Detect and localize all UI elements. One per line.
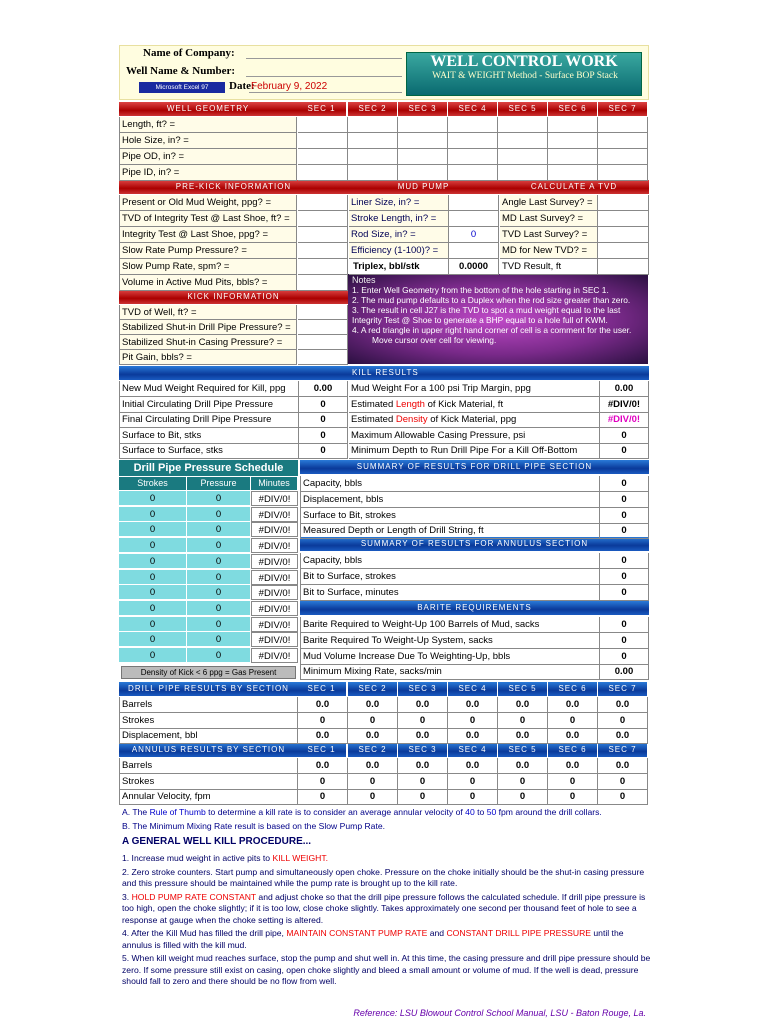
kill-right-value: 0	[600, 443, 649, 459]
kill-results-header: KILL RESULTS	[119, 366, 649, 380]
prekick-label: Slow Rate Pump Pressure? =	[119, 243, 297, 259]
mud-pump-label: Stroke Length, in? =	[349, 211, 449, 227]
ann-sec-3: SEC 3	[398, 743, 447, 757]
ann-summary-value: 0	[600, 585, 649, 601]
mud-pump-label: Liner Size, in? =	[349, 195, 449, 211]
kill-right-value: 0	[600, 428, 649, 444]
schedule-col-header: Pressure	[187, 477, 251, 490]
schedule-col-header: Strokes	[119, 477, 187, 490]
dp-sec-5: SEC 5	[498, 682, 547, 696]
prekick-header: PRE-KICK INFORMATION	[119, 180, 348, 194]
kill-right-label: Estimated Length of Kick Material, ft	[349, 397, 600, 413]
schedule-cell: #DIV/0!	[251, 617, 298, 632]
step-2: 2. Zero stroke counters. Start pump and simultaneously open choke. Pressure on the choke initially should be the shut-in casing pressure and this pressure should be maintained while the pump rate is brought up to the kill rate.	[122, 866, 645, 888]
kick-input[interactable]	[298, 350, 348, 365]
mud-pump-input[interactable]: 0	[449, 227, 499, 243]
barite-header: BARITE REQUIREMENTS	[300, 601, 649, 615]
wg-input-cell[interactable]	[398, 133, 448, 149]
ann-result-value: 0.0	[398, 758, 448, 774]
kick-header: KICK INFORMATION	[119, 290, 348, 304]
schedule-cell: 0	[119, 632, 187, 647]
dp-result-value: 0.0	[448, 697, 498, 713]
barite-value: 0.00	[600, 664, 649, 680]
footnote-b: B. The Minimum Mixing Rate result is based on the Slow Pump Rate.	[122, 821, 386, 831]
dp-summary-label: Displacement, bbls	[300, 492, 600, 508]
footnote-a	[122, 807, 652, 817]
ann-result-value: 0	[348, 774, 398, 790]
wg-input-cell[interactable]	[598, 117, 648, 133]
reference: Reference: LSU Blowout Control School Manual, LSU - Baton Rouge, La.	[353, 1008, 646, 1018]
ann-results-header: ANNULUS RESULTS BY SECTION	[119, 743, 298, 757]
wg-sec-3: SEC 3	[398, 102, 447, 116]
kick-label: TVD of Well, ft? =	[119, 305, 297, 320]
well-label: Well Name & Number:	[126, 65, 236, 77]
schedule-cell: 0	[187, 570, 251, 585]
ann-result-label: Barrels	[119, 758, 298, 774]
company-label: Name of Company:	[143, 47, 235, 59]
schedule-cell: #DIV/0!	[251, 601, 298, 616]
ann-result-value: 0.0	[498, 758, 548, 774]
notes-line-4: 4. A red triangle in upper right hand corner of cell is a comment for the user.	[352, 325, 632, 335]
kill-left-label: Final Circulating Drill Pipe Pressure	[119, 412, 299, 428]
kill-left-label: New Mud Weight Required for Kill, ppg	[119, 381, 299, 397]
dp-sec-2: SEC 2	[348, 682, 397, 696]
dp-sec-7: SEC 7	[598, 682, 647, 696]
schedule-cell: 0	[119, 554, 187, 569]
ann-summary-label: Capacity, bbls	[300, 553, 600, 569]
wg-sec-7: SEC 7	[598, 102, 647, 116]
barite-value: 0	[600, 649, 649, 665]
schedule-cell: #DIV/0!	[251, 570, 298, 585]
wg-input-cell[interactable]	[348, 149, 398, 165]
wg-input-cell[interactable]	[498, 133, 548, 149]
wg-input-cell[interactable]	[598, 165, 648, 181]
mud-pump-label: Rod Size, in? =	[349, 227, 449, 243]
wg-row-label: Pipe OD, in? =	[119, 149, 297, 165]
dp-sec-3: SEC 3	[398, 682, 447, 696]
wg-input-cell[interactable]	[398, 165, 448, 181]
wg-input-cell[interactable]	[548, 149, 598, 165]
dp-result-value: 0	[598, 713, 648, 729]
notes-line-3: 3. The result in cell J27 is the TVD to spot a mud weight equal to the last Integrity Test @ Shoe to generate a BHP equal to a hole full of KWM.	[352, 305, 621, 325]
wg-row-label: Pipe ID, in? =	[119, 165, 297, 181]
gas-present-note: Density of Kick < 6 ppg = Gas Present	[121, 666, 296, 679]
dp-result-value: 0.0	[498, 697, 548, 713]
wg-sec-6: SEC 6	[548, 102, 597, 116]
ann-result-value: 0	[598, 789, 648, 805]
wg-sec-1: SEC 1	[297, 102, 346, 116]
dp-result-value: 0.0	[448, 728, 498, 744]
kill-right-value: #DIV/0!	[600, 412, 649, 428]
wg-input-cell[interactable]	[448, 117, 498, 133]
kill-left-value: 0	[299, 443, 348, 459]
procedure-steps	[122, 853, 652, 990]
schedule-cell: 0	[119, 570, 187, 585]
ann-result-value: 0.0	[348, 758, 398, 774]
mud-pump-input[interactable]	[449, 211, 499, 227]
footnote-a-mid: to determine a kill rate is to consider an average annular velocity of	[205, 807, 466, 817]
barite-label: Mud Volume Increase Due To Weighting-Up, bbls	[300, 649, 600, 665]
wg-sec-5: SEC 5	[498, 102, 547, 116]
ann-result-value: 0	[398, 789, 448, 805]
wg-input-cell[interactable]	[598, 149, 648, 165]
prekick-input[interactable]	[298, 227, 348, 243]
company-input[interactable]	[246, 58, 402, 59]
ann-summary-value: 0	[600, 569, 649, 585]
wg-input-cell[interactable]	[548, 133, 598, 149]
tvd-label: MD for New TVD? =	[500, 243, 598, 259]
ann-summary-label: Bit to Surface, minutes	[300, 585, 600, 601]
barite-label: Barite Required To Weight-Up System, sacks	[300, 633, 600, 649]
date-value[interactable]: February 9, 2022	[249, 81, 402, 93]
step-4: 4. After the Kill Mud has filled the drill pipe, MAINTAIN CONSTANT PUMP RATE and CONSTANT DRILL PIPE PRESSURE until the annulus is filled with the kill mud.	[122, 928, 624, 950]
schedule-cell: #DIV/0!	[251, 538, 298, 553]
wg-input-cell[interactable]	[548, 165, 598, 181]
dp-summary-value: 0	[600, 508, 649, 524]
schedule-cell: 0	[187, 648, 251, 663]
prekick-input[interactable]	[298, 259, 348, 275]
kick-input[interactable]	[298, 320, 348, 335]
dp-summary-value: 0	[600, 492, 649, 508]
kill-left-value: 0	[299, 428, 348, 444]
schedule-cell: #DIV/0!	[251, 491, 298, 506]
tvd-input[interactable]	[598, 195, 649, 211]
prekick-label: Integrity Test @ Last Shoe, ppg? =	[119, 227, 297, 243]
tvd-input[interactable]	[598, 227, 649, 243]
tvd-label: TVD Last Survey? =	[500, 227, 598, 243]
ann-summary-value: 0	[600, 553, 649, 569]
schedule-cell: #DIV/0!	[251, 554, 298, 569]
wg-input-cell[interactable]	[348, 165, 398, 181]
dp-result-value: 0	[398, 713, 448, 729]
dp-sec-4: SEC 4	[448, 682, 497, 696]
dp-result-value: 0	[448, 713, 498, 729]
schedule-cell: 0	[187, 617, 251, 632]
schedule-cell: #DIV/0!	[251, 648, 298, 663]
wg-input-cell[interactable]	[598, 133, 648, 149]
kill-left-label: Initial Circulating Drill Pipe Pressure	[119, 397, 299, 413]
well-input[interactable]	[246, 76, 402, 77]
dp-result-value: 0	[548, 713, 598, 729]
barite-label: Minimum Mixing Rate, sacks/min	[300, 664, 600, 680]
kill-left-value: 0	[299, 412, 348, 428]
page-subtitle: WAIT & WEIGHT Method - Surface BOP Stack	[432, 71, 618, 81]
wg-input-cell[interactable]	[498, 149, 548, 165]
kill-right-label: Mud Weight For a 100 psi Trip Margin, ppg	[349, 381, 600, 397]
kill-left-label: Surface to Bit, stks	[119, 428, 299, 444]
ann-sec-6: SEC 6	[548, 743, 597, 757]
ann-result-value: 0.0	[448, 758, 498, 774]
schedule-cell: 0	[187, 507, 251, 522]
wg-input-cell[interactable]	[498, 165, 548, 181]
dp-result-value: 0.0	[598, 697, 648, 713]
wg-input-cell[interactable]	[448, 149, 498, 165]
ann-result-value: 0	[598, 774, 648, 790]
tvd-label: MD Last Survey? =	[500, 211, 598, 227]
wg-input-cell[interactable]	[398, 117, 448, 133]
tvd-result-label: TVD Result, ft	[500, 259, 598, 275]
step-1: 1. Increase mud weight in active pits to KILL WEIGHT.	[122, 853, 329, 863]
ann-result-label: Annular Velocity, fpm	[119, 789, 298, 805]
wg-input-cell[interactable]	[448, 133, 498, 149]
dp-result-label: Barrels	[119, 697, 298, 713]
kill-left-value: 0.00	[299, 381, 348, 397]
schedule-cell: 0	[119, 491, 187, 506]
schedule-cell: 0	[187, 601, 251, 616]
ann-result-value: 0	[548, 774, 598, 790]
ann-summary-label: Bit to Surface, strokes	[300, 569, 600, 585]
schedule-cell: 0	[187, 522, 251, 537]
wg-row-label: Length, ft? =	[119, 117, 297, 133]
wg-input-cell[interactable]	[498, 117, 548, 133]
dp-summary-label: Surface to Bit, strokes	[300, 508, 600, 524]
dp-summary-value: 0	[600, 476, 649, 492]
ann-result-value: 0	[498, 774, 548, 790]
tvd-result-value	[598, 259, 649, 275]
schedule-cell: #DIV/0!	[251, 522, 298, 537]
dp-result-value: 0.0	[348, 697, 398, 713]
kill-left-value: 0	[299, 397, 348, 413]
dp-result-value: 0	[298, 713, 348, 729]
schedule-cell: 0	[187, 538, 251, 553]
kick-input[interactable]	[298, 305, 348, 320]
notes-title: Notes	[352, 275, 376, 285]
dp-sec-6: SEC 6	[548, 682, 597, 696]
prekick-label: Slow Pump Rate, spm? =	[119, 259, 297, 275]
schedule-title: Drill Pipe Pressure Schedule	[119, 460, 298, 476]
dp-summary-label: Measured Depth or Length of Drill String, ft	[300, 523, 600, 539]
wg-sec-4: SEC 4	[448, 102, 497, 116]
ann-result-label: Strokes	[119, 774, 298, 790]
mud-pump-input[interactable]	[449, 243, 499, 259]
barite-value: 0	[600, 617, 649, 633]
mud-pump-header: MUD PUMP	[348, 180, 499, 194]
schedule-cell: 0	[119, 585, 187, 600]
schedule-cell: #DIV/0!	[251, 507, 298, 522]
dp-result-value: 0.0	[398, 697, 448, 713]
ann-result-value: 0	[298, 789, 348, 805]
dp-result-value: 0.0	[498, 728, 548, 744]
schedule-cell: 0	[119, 617, 187, 632]
schedule-cell: 0	[187, 632, 251, 647]
dp-sec-1: SEC 1	[297, 682, 346, 696]
notes-line-5: Move cursor over cell for viewing.	[372, 335, 497, 345]
dp-result-value: 0.0	[298, 697, 348, 713]
dp-result-value: 0.0	[348, 728, 398, 744]
ann-result-value: 0	[498, 789, 548, 805]
ann-sec-2: SEC 2	[348, 743, 397, 757]
footnote-a-post: fpm around the drill collars.	[496, 807, 602, 817]
schedule-cell: 0	[187, 554, 251, 569]
excel-badge: Microsoft Excel 97	[139, 82, 225, 93]
wg-input-cell[interactable]	[548, 117, 598, 133]
notes-line-2: 2. The mud pump defaults to a Duplex when the rod size greater than zero.	[352, 295, 631, 305]
dp-result-value: 0.0	[598, 728, 648, 744]
schedule-cell: 0	[187, 491, 251, 506]
ann-result-value: 0	[298, 774, 348, 790]
schedule-cell: 0	[119, 538, 187, 553]
prekick-input[interactable]	[298, 195, 348, 211]
schedule-cell: 0	[119, 648, 187, 663]
well-geometry-header: WELL GEOMETRY	[119, 102, 297, 116]
barite-label: Barite Required to Weight-Up 100 Barrels of Mud, sacks	[300, 617, 600, 633]
dp-result-value: 0.0	[298, 728, 348, 744]
ann-result-value: 0	[348, 789, 398, 805]
triplex-label: Triplex, bbl/stk	[349, 259, 449, 275]
ann-result-value: 0.0	[598, 758, 648, 774]
tvd-header: CALCULATE A TVD	[499, 180, 649, 194]
wg-input-cell[interactable]	[298, 149, 348, 165]
kill-left-label: Surface to Surface, stks	[119, 443, 299, 459]
ann-sec-4: SEC 4	[448, 743, 497, 757]
tvd-input[interactable]	[598, 243, 649, 259]
wg-input-cell[interactable]	[298, 133, 348, 149]
wg-input-cell[interactable]	[398, 149, 448, 165]
kick-label: Pit Gain, bbls? =	[119, 350, 297, 365]
footnote-a-high: 50	[486, 807, 497, 817]
footnote-a-low: 40	[465, 807, 475, 817]
kill-right-label: Estimated Density of Kick Material, ppg	[349, 412, 600, 428]
prekick-label: Present or Old Mud Weight, ppg? =	[119, 195, 297, 211]
ann-result-value: 0	[448, 774, 498, 790]
ann-sec-1: SEC 1	[297, 743, 346, 757]
step-3: 3. HOLD PUMP RATE CONSTANT and adjust choke so that the drill pipe pressure follows the calculated schedule. If drill pipe pressure is too high, open the choke slightly; if it is too low, close choke slightly. Takes approximately one second per thousand feet of hole to see a response at gauge when the choke setting is altered.	[122, 891, 646, 925]
schedule-cell: #DIV/0!	[251, 632, 298, 647]
prekick-input[interactable]	[298, 211, 348, 227]
procedure-title: A GENERAL WELL KILL PROCEDURE...	[122, 836, 312, 847]
dp-summary-value: 0	[600, 523, 649, 539]
kill-right-label: Maximum Allowable Casing Pressure, psi	[349, 428, 600, 444]
prekick-label: Volume in Active Mud Pits, bbls? =	[119, 275, 297, 291]
ann-result-value: 0.0	[548, 758, 598, 774]
kick-input[interactable]	[298, 335, 348, 350]
ann-summary-header: SUMMARY OF RESULTS FOR ANNULUS SECTION	[300, 537, 649, 551]
prekick-input[interactable]	[298, 243, 348, 259]
ann-sec-5: SEC 5	[498, 743, 547, 757]
wg-row-label: Hole Size, in? =	[119, 133, 297, 149]
dp-result-label: Displacement, bbl	[119, 728, 298, 744]
date-label: Date:	[229, 80, 255, 92]
footnote-a-to: to	[474, 807, 487, 817]
wg-input-cell[interactable]	[298, 117, 348, 133]
wg-input-cell[interactable]	[448, 165, 498, 181]
dp-result-value: 0.0	[548, 697, 598, 713]
footnote-a-pre: A. The	[122, 807, 150, 817]
mud-pump-input[interactable]	[449, 195, 499, 211]
page-title: WELL CONTROL WORK	[430, 53, 618, 70]
schedule-cell: 0	[119, 522, 187, 537]
dp-result-value: 0	[348, 713, 398, 729]
kick-label: Stabilized Shut-in Casing Pressure? =	[119, 335, 297, 350]
mud-pump-label: Efficiency (1-100)? =	[349, 243, 449, 259]
schedule-col-header: Minutes	[251, 477, 298, 490]
footnote-a-highlight: Rule of Thumb	[149, 807, 206, 817]
ann-sec-7: SEC 7	[598, 743, 647, 757]
ann-result-value: 0.0	[298, 758, 348, 774]
dp-result-label: Strokes	[119, 713, 298, 729]
ann-result-value: 0	[398, 774, 448, 790]
kill-right-value: #DIV/0!	[600, 397, 649, 413]
notes-popup	[348, 274, 648, 364]
schedule-cell: #DIV/0!	[251, 585, 298, 600]
dp-result-value: 0.0	[398, 728, 448, 744]
wg-sec-2: SEC 2	[348, 102, 397, 116]
prekick-label: TVD of Integrity Test @ Last Shoe, ft? =	[119, 211, 297, 227]
dp-summary-header: SUMMARY OF RESULTS FOR DRILL PIPE SECTION	[300, 460, 649, 474]
kill-right-label: Minimum Depth to Run Drill Pipe For a Kill Off-Bottom	[349, 443, 600, 459]
ann-result-value: 0	[548, 789, 598, 805]
tvd-label: Angle Last Survey? =	[500, 195, 598, 211]
schedule-cell: 0	[119, 601, 187, 616]
prekick-input[interactable]	[298, 275, 348, 291]
tvd-input[interactable]	[598, 211, 649, 227]
schedule-cell: 0	[187, 585, 251, 600]
barite-value: 0	[600, 633, 649, 649]
step-5: 5. When kill weight mud reaches surface, stop the pump and shut well in. At this time, the casing pressure and drill pipe pressure should be zero. If some pressure still exist on casing, open choke slightly and bleed a small amount or volume of mud. If the well is dead, pressure should fall to zero and there should be no flow from well.	[122, 953, 651, 986]
schedule-cell: 0	[119, 507, 187, 522]
wg-input-cell[interactable]	[348, 133, 398, 149]
dp-results-header: DRILL PIPE RESULTS BY SECTION	[119, 682, 298, 696]
wg-input-cell[interactable]	[348, 117, 398, 133]
dp-result-value: 0.0	[548, 728, 598, 744]
kill-right-value: 0.00	[600, 381, 649, 397]
ann-result-value: 0	[448, 789, 498, 805]
wg-input-cell[interactable]	[298, 165, 348, 181]
dp-result-value: 0	[498, 713, 548, 729]
notes-line-1: 1. Enter Well Geometry from the bottom of the hole starting in SEC 1.	[352, 285, 609, 295]
dp-summary-label: Capacity, bbls	[300, 476, 600, 492]
kick-label: Stabilized Shut-in Drill Pipe Pressure? =	[119, 320, 297, 335]
triplex-value: 0.0000	[449, 259, 499, 275]
